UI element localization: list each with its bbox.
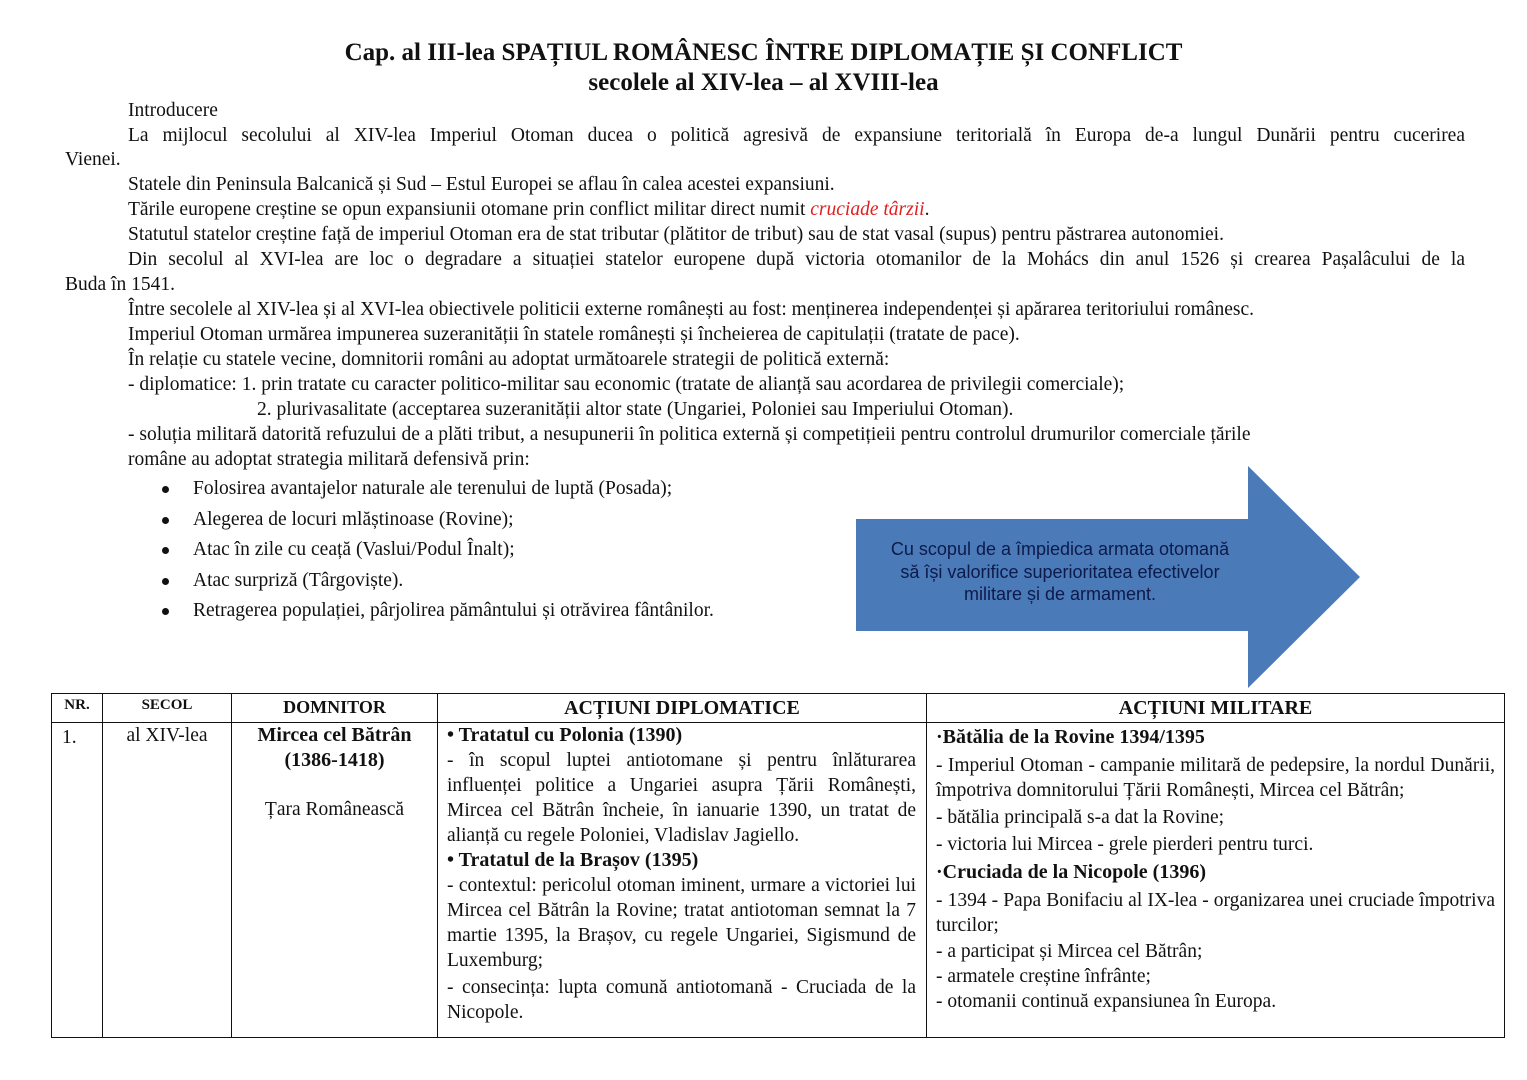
treaty-brasov-consequence: - consecința: lupta comună antiotomană - Cruciada de la Nicopole.	[447, 977, 916, 1023]
strategy-military: - soluția militară datorită refuzului de a plăti tribut, a nesupunerii în politica externă și competițieii pentru controlul drumurilor comerciale țările	[128, 424, 1251, 445]
battle-rovine-title: ·Bătălia de la Rovine 1394/1395	[936, 726, 1205, 748]
intro-paragraph-6: Între secolele al XIV-lea și al XVI-lea obiectivele politicii externe românești au fost: menținerea independenței și apărarea teritoriului românesc.	[128, 299, 1255, 320]
cell-diplomatice	[438, 723, 927, 1038]
strategy-military-end: române au adoptat strategia militară defensivă prin:	[128, 449, 530, 470]
table-header-row	[52, 694, 1505, 723]
cell-nr: 1.	[52, 723, 103, 1038]
nicopole-line-4: - otomanii continuă expansiunea în Europa.	[936, 991, 1277, 1012]
arrow-caption: Cu scopul de a împiedica armata otomană să își valorifice superioritatea efectivelor militare și de armament.	[890, 539, 1230, 604]
treaty-brasov-text: - contextul: pericolul otoman iminent, urmare a victoriei lui Mircea cel Bătrân la Rovine; tratat antiotoman semnat la 7 martie 1395, la Brașov, cu regele Ungariei, Sigismund de Luxemburg;	[447, 875, 916, 971]
page-subtitle: secolele al XIV-lea – al XVIII-lea	[588, 69, 939, 96]
intro-heading: Introducere	[128, 100, 218, 121]
list-item: Alegerea de locuri mlăștinoase (Rovine);	[160, 505, 714, 536]
list-item: Atac surpriză (Târgoviște).	[160, 566, 714, 597]
cell-secol: al XIV-lea	[103, 723, 232, 1038]
intro-paragraph-5: Din secolul al XVI-lea are loc o degradare a situației statelor europene după victoria otomanilor de la Mohács din anul 1526 și crearea Pașalâcului de la	[128, 249, 1465, 270]
header-secol: SECOL	[103, 694, 232, 723]
cell-domnitor	[232, 723, 438, 1038]
nicopole-line-1: - 1394 - Papa Bonifaciu al IX-lea - organizarea unei cruciade împotriva turcilor;	[936, 890, 1495, 936]
intro-paragraph-3: Tările europene creștine se opun expansiunii otomane prin conflict militar direct numit cruciade târzii.	[128, 199, 930, 220]
treaty-poland-text: - în scopul luptei antiotomane și pentru înlăturarea influenței politice a Ungariei asupra Țării Românești, Mircea cel Bătrân încheie, în ianuarie 1390, un tratat de alianță cu regele Poloniei, Vladislav Jagiello.	[447, 750, 916, 846]
ruler-name: Mircea cel Bătrân	[257, 724, 412, 746]
intro-paragraph-8: În relație cu statele vecine, domnitorii români au adoptat următoarele strategii de politică externă:	[128, 349, 890, 370]
intro-paragraph-4: Statutul statelor creștine față de imperiul Otoman era de stat tributar (plătitor de tribut) sau de stat vasal (supus) pentru păstrarea autonomiei.	[128, 224, 1224, 245]
intro-paragraph-7: Imperiul Otoman urmărea impunerea suzeranității în statele românești și încheierea de capitulații (tratate de pace).	[128, 324, 1020, 345]
header-nr: NR.	[52, 694, 103, 723]
list-item: Retragerea populației, pârjolirea pământului și otrăvirea fântânilor.	[160, 596, 714, 627]
battle-rovine-line-1: - Imperiul Otoman - campanie militară de pedepsire, la nordul Dunării, împotriva domnitorului Țării Românești, Mircea cel Bătrân;	[936, 755, 1495, 801]
header-actiuni-militare: ACȚIUNI MILITARE	[927, 694, 1505, 723]
list-item: Atac în zile cu ceață (Vaslui/Podul Înalt);	[160, 535, 714, 566]
intro-paragraph-2: Statele din Peninsula Balcanică și Sud – Estul Europei se aflau în calea acestei expansiuni.	[128, 174, 835, 195]
cruciade-tarzii-term: cruciade târzii	[810, 199, 925, 220]
header-domnitor: DOMNITOR	[232, 694, 438, 723]
nicopole-line-2: - a participat și Mircea cel Bătrân;	[936, 941, 1203, 962]
strategy-diplomatic-2: 2. plurivasalitate (acceptarea suzeranității altor state (Ungariei, Poloniei sau Imperiului Otoman).	[257, 399, 1014, 420]
ruler-state: Țara Românească	[264, 799, 405, 820]
defensive-strategy-list	[160, 474, 714, 627]
list-item: Folosirea avantajelor naturale ale terenului de luptă (Posada);	[160, 474, 714, 505]
intro-paragraph-1: La mijlocul secolului al XIV-lea Imperiul Otoman ducea o politică agresivă de expansiune teritorială în Europa de-a lungul Dunării pentru cucerirea	[128, 125, 1465, 146]
history-table	[51, 693, 1505, 1038]
treaty-brasov-title: • Tratatul de la Brașov (1395)	[447, 849, 699, 871]
intro-paragraph-1-end: Vienei.	[65, 149, 121, 170]
table-row	[52, 723, 1505, 1038]
ruler-years: (1386-1418)	[284, 749, 385, 771]
header-actiuni-diplomatice: ACȚIUNI DIPLOMATICE	[438, 694, 927, 723]
nicopole-line-3: - armatele creștine înfrânte;	[936, 966, 1151, 987]
strategy-diplomatic-1: - diplomatice: 1. prin tratate cu caracter politico-militar sau economic (tratate de alianță sau acordarea de privilegii comerciale);	[128, 374, 1125, 395]
nicopole-title: ·Cruciada de la Nicopole (1396)	[936, 861, 1206, 883]
intro-paragraph-5-end: Buda în 1541.	[65, 274, 175, 295]
battle-rovine-line-3: - victoria lui Mircea - grele pierderi pentru turci.	[936, 834, 1314, 855]
treaty-poland-title: • Tratatul cu Polonia (1390)	[447, 724, 683, 746]
page-title: Cap. al III-lea SPAȚIUL ROMÂNESC ÎNTRE DIPLOMAȚIE ȘI CONFLICT	[344, 39, 1183, 66]
cell-militare	[927, 723, 1505, 1038]
battle-rovine-line-2: - bătălia principală s-a dat la Rovine;	[936, 807, 1225, 828]
